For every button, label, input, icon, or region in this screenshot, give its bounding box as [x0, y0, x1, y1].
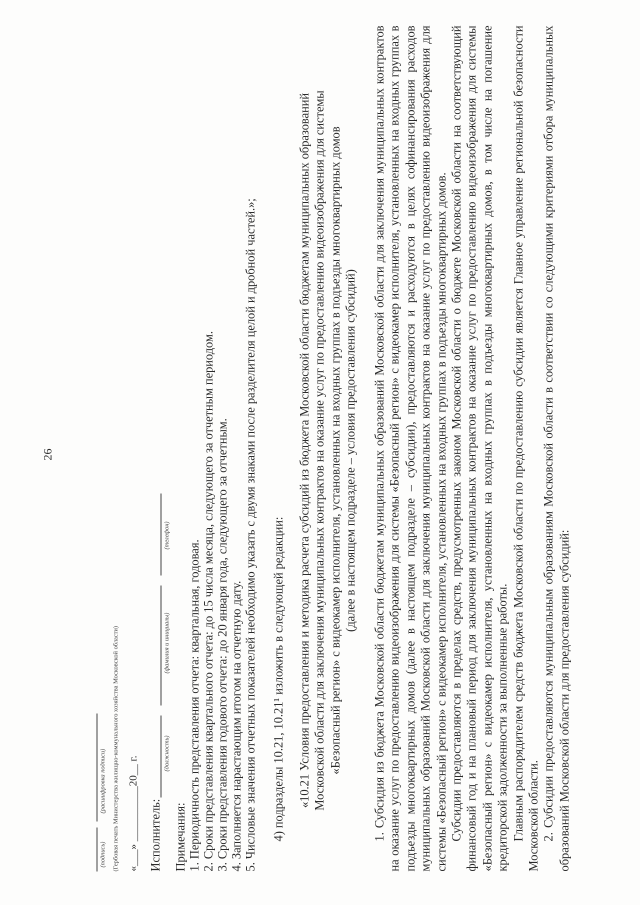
section-heading-line: «Безопасный регион» с видеокамер исполнителя, установленных на входных группах в подъезды многоквартирных домов	[327, 125, 342, 775]
executor-position-caption: (должность)	[163, 735, 170, 771]
notes-title: Примечания:	[173, 802, 187, 871]
section-heading-line: «10.21 Условия предоставления и методика расчета субсидий из бюджета Московской области бюджетам муниципальных образований	[297, 92, 311, 808]
body-text	[372, 25, 572, 871]
name-line	[96, 713, 97, 821]
name-caption: (расшифровка подписи)	[99, 748, 106, 813]
signature-caption: (подпись)	[99, 841, 106, 867]
body-paragraph: Главным распорядителем средств бюджета Московской области по предоставлению субсидии является Главное управление региональной безопасности Московской области.	[510, 25, 541, 871]
executor-position-line	[160, 715, 161, 797]
note-item: 5. Числовые значения отчетных показателей необходимо указать с двумя знаками после разделителя целой и дробной частей.»;	[243, 197, 257, 871]
body-paragraph: Субсидии предоставляются в пределах средств, предусмотренных законом Московской области о бюджете Московской области на соответствующий финансовый год и на плановый период для заключения муниципальных контрактов на оказание услуг по предоставлению видеоизображения для системы «Безопасный регион» с видеокамер исполнителя, установленных на входных группах в подъезды многоквартирных домов, в том числе на погашение кредиторской задолженности за выполненные работы.	[449, 25, 510, 871]
section-heading-line: Московской области для заключения муниципальных контрактов на оказание услуг по предоставлению видеоизображения для системы	[312, 89, 327, 811]
executor-phone-caption: (телефон)	[163, 521, 170, 549]
signature-line	[96, 827, 97, 871]
note-item: 2. Сроки представления квартального отчета: до 15 числа месяца, следующего за отчетным периодом.	[201, 330, 215, 871]
body-paragraph: 1. Субсидия из бюджета Московской области бюджетам муниципальных образований Московской области для заключения муниципальных контрактов на оказание услуг по предоставлению видеоизображения для системы «Безопасный регион» с видеокамер исполнителя, установленных на входных группах в подъезды многоквартирных домов (далее в настоящем подразделе – субсидии), предоставляются и расходуются в целях софинансирования расходов муниципальных образований Московской области для заключения муниципальных контрактов на оказание услуг по предоставлению видеоизображения для системы «Безопасный регион» с видеокамер исполнителя, установленных на входных группах в подъезды многоквартирных домов.	[372, 25, 448, 871]
amendment-line: 4) подразделы 10.21, 10.21¹ изложить в следующей редакции:	[271, 516, 285, 841]
body-paragraph: 2. Субсидии предоставляются муниципальным образованиям Московской области в соответствии со следующими критериями отбора муниципальных образований Московской области для предоставления субсидий:	[541, 25, 571, 871]
note-item: 1. Периодичность представления отчета: квартальная, годовая.	[187, 538, 201, 871]
date-line: «___» __________20__ г.	[127, 754, 139, 871]
note-item: 3. Сроки представления годового отчета: до 20 января года, следующего за отчетным.	[215, 417, 229, 871]
page-number: 26	[40, 448, 54, 460]
executor-fio-line	[160, 585, 161, 705]
section-heading	[297, 25, 359, 875]
note-item: 4. Заполняется нарастающим итогом на отчетную дату.	[229, 580, 243, 871]
executor-fio-caption: (фамилия и инициалы)	[163, 612, 170, 673]
section-heading-line: (далее в настоящем подразделе – условия предоставления субсидий)	[343, 268, 358, 632]
executor-phone-line	[160, 493, 161, 575]
ministry-seal-caption: (Гербовая печать Министерства жилищно-коммунального хозяйства Московской области)	[112, 625, 119, 871]
executor-label: Исполнитель:	[148, 798, 162, 871]
